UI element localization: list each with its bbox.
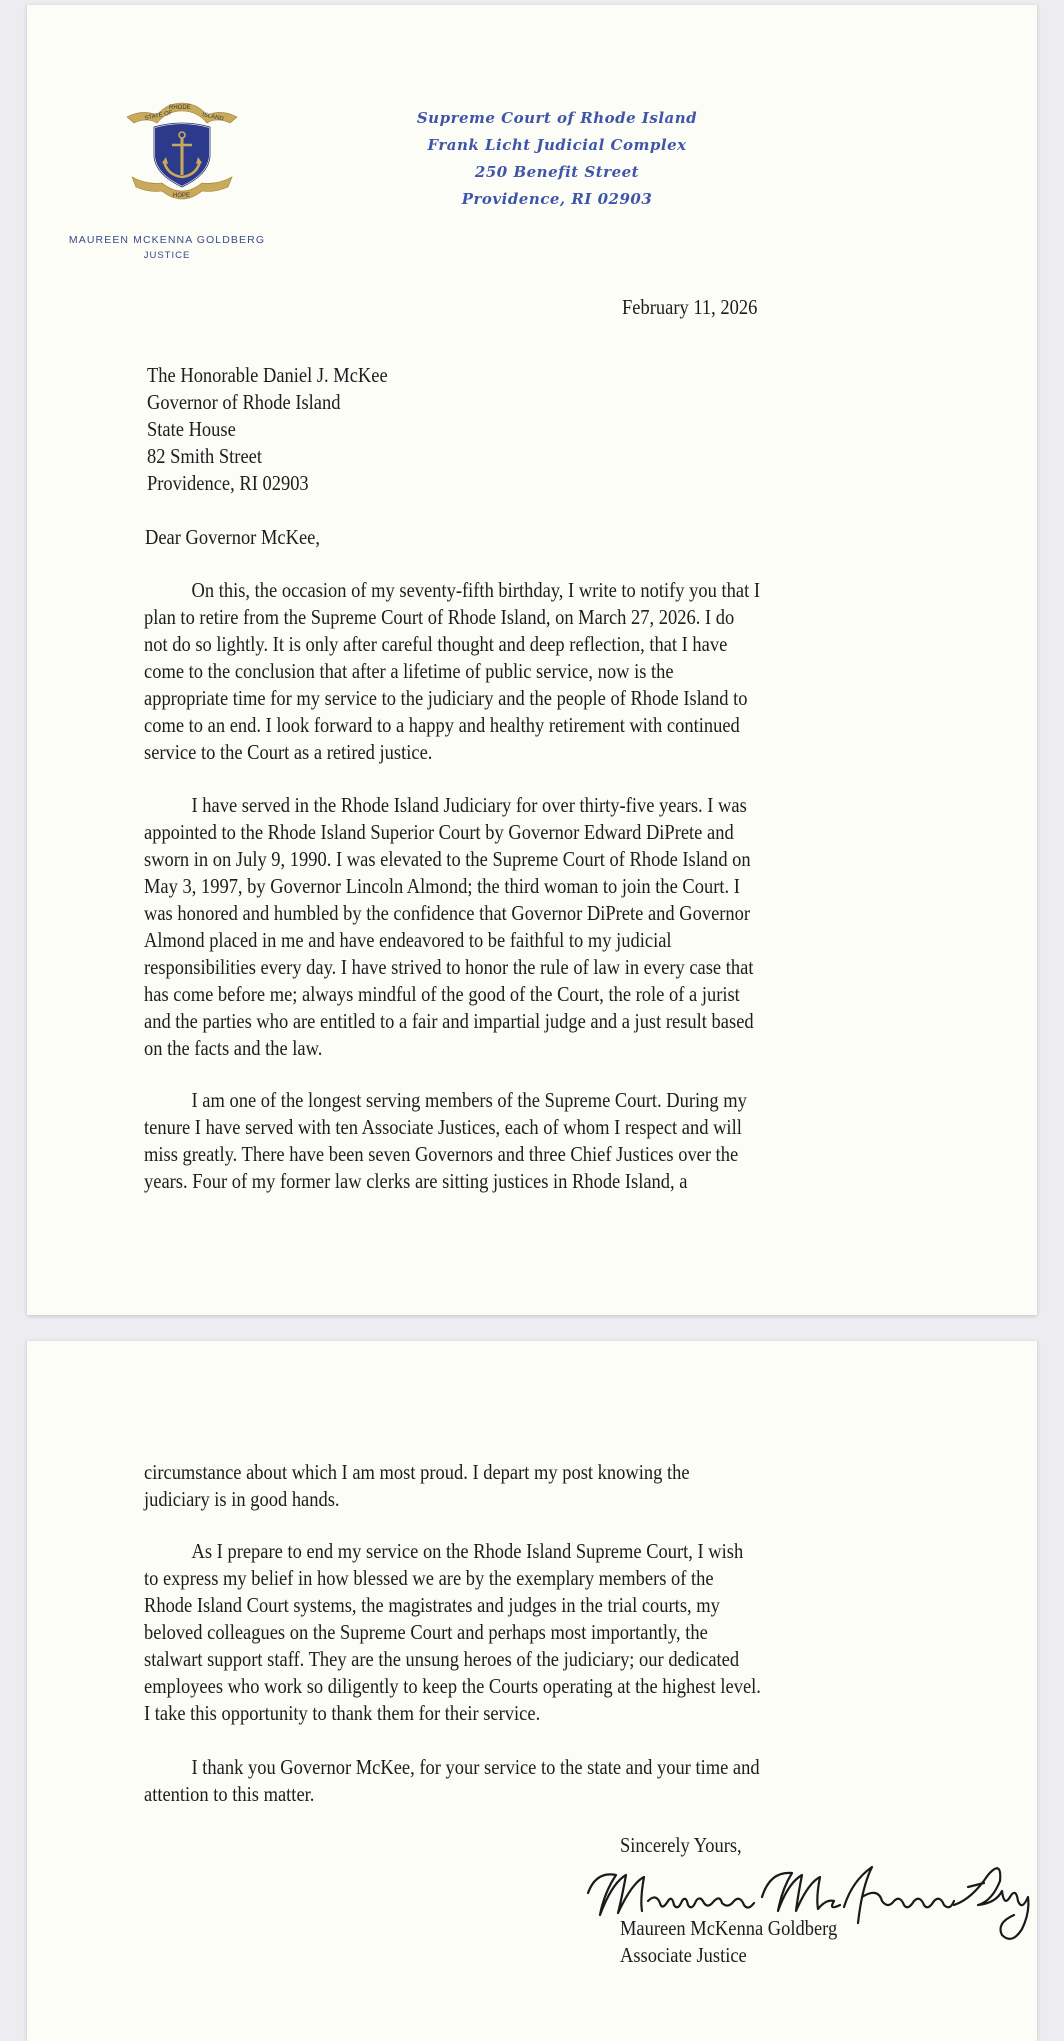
paragraph-line: appropriate time for my service to the judiciary and the people of Rhode Island to bbox=[144, 686, 748, 710]
recipient-line: The Honorable Daniel J. McKee bbox=[147, 363, 388, 387]
court-name: Supreme Court of Rhode Island bbox=[416, 109, 698, 127]
paragraph-line: employees who work so diligently to keep the Courts operating at the highest level. bbox=[144, 1674, 761, 1698]
justice-title: JUSTICE bbox=[143, 250, 191, 261]
paragraph-line: I thank you Governor McKee, for your service to the state and your time and bbox=[191, 1755, 760, 1779]
paragraph-line: beloved colleagues on the Supreme Court and perhaps most importantly, the bbox=[144, 1620, 708, 1644]
paragraph-line: tenure I have served with ten Associate Justices, each of whom I respect and will bbox=[144, 1115, 742, 1139]
body-paragraph bbox=[144, 1538, 844, 1727]
recipient-line: Providence, RI 02903 bbox=[147, 471, 309, 495]
seal-text-island: ISLAND bbox=[201, 112, 225, 123]
signer-name: Maureen McKenna Goldberg bbox=[620, 1916, 838, 1940]
paragraph-line: has come before me; always mindful of the good of the Court, the role of a jurist bbox=[144, 982, 740, 1006]
seal-text-state-of: STATE OF bbox=[144, 110, 174, 122]
paragraph-line: plan to retire from the Supreme Court of Rhode Island, on March 27, 2026. I do bbox=[144, 605, 735, 629]
recipient-address bbox=[147, 362, 388, 497]
paragraph-line: years. Four of my former law clerks are sitting justices in Rhode Island, a bbox=[144, 1169, 688, 1193]
paragraph-line: Almond placed in me and have endeavored to be faithful to my judicial bbox=[144, 928, 672, 952]
recipient-line: State House bbox=[147, 417, 236, 441]
paragraph-line: responsibilities every day. I have strived to honor the rule of law in every case that bbox=[144, 955, 754, 979]
paragraph-line: appointed to the Rhode Island Superior Court by Governor Edward DiPrete and bbox=[144, 820, 734, 844]
justice-name: MAUREEN MCKENNA GOLDBERG bbox=[68, 234, 266, 246]
paragraph-line: As I prepare to end my service on the Rhode Island Supreme Court, I wish bbox=[191, 1539, 744, 1563]
recipient-line: 82 Smith Street bbox=[147, 444, 262, 468]
signer-title: Associate Justice bbox=[620, 1943, 747, 1967]
paragraph-line: On this, the occasion of my seventy-fifth birthday, I write to notify you that I bbox=[191, 578, 760, 602]
paragraph-line: to express my belief in how blessed we are by the exemplary members of the bbox=[144, 1566, 714, 1590]
paragraph-line: come to the conclusion that after a lifetime of public service, now is the bbox=[144, 659, 674, 683]
paragraph-line: service to the Court as a retired justice. bbox=[144, 740, 433, 764]
paragraph-line: circumstance about which I am most proud. I depart my post knowing the bbox=[144, 1460, 690, 1484]
paragraph-line: I have served in the Rhode Island Judiciary for over thirty-five years. I was bbox=[191, 793, 747, 817]
recipient-line: Governor of Rhode Island bbox=[147, 390, 341, 414]
body-paragraph bbox=[144, 1459, 844, 1513]
letter-page-1 bbox=[27, 5, 1037, 1315]
paragraph-line: was honored and humbled by the confidence that Governor DiPrete and Governor bbox=[144, 901, 751, 925]
closing: Sincerely Yours, bbox=[620, 1833, 742, 1857]
letter-date: February 11, 2026 bbox=[622, 295, 758, 319]
paragraph-line: sworn in on July 9, 1990. I was elevated to the Supreme Court of Rhode Island on bbox=[144, 847, 751, 871]
paragraph-line: and the parties who are entitled to a fair and impartial judge and a just result based bbox=[144, 1009, 754, 1033]
court-complex: Frank Licht Judicial Complex bbox=[427, 136, 687, 154]
seal-text-hope: HOPE bbox=[173, 193, 191, 199]
paragraph-line: judiciary is in good hands. bbox=[144, 1487, 340, 1511]
body-paragraph bbox=[144, 1754, 844, 1808]
court-street: 250 Benefit Street bbox=[474, 163, 640, 181]
body-paragraph bbox=[144, 1087, 844, 1195]
paragraph-line: not do so lightly. It is only after careful thought and deep reflection, that I have bbox=[144, 632, 728, 656]
court-letterhead bbox=[357, 105, 757, 213]
body-paragraph bbox=[144, 792, 844, 1062]
paragraph-line: Rhode Island Court systems, the magistrates and judges in the trial courts, my bbox=[144, 1593, 720, 1617]
body-paragraph bbox=[144, 577, 844, 766]
paragraph-line: miss greatly. There have been seven Governors and three Chief Justices over the bbox=[144, 1142, 739, 1166]
rhode-island-seal-icon bbox=[122, 95, 242, 200]
paragraph-line: I take this opportunity to thank them for their service. bbox=[144, 1701, 541, 1725]
salutation: Dear Governor McKee, bbox=[145, 525, 320, 549]
paragraph-line: stalwart support staff. They are the unsung heroes of the judiciary; our dedicated bbox=[144, 1647, 740, 1671]
paragraph-line: attention to this matter. bbox=[144, 1782, 315, 1806]
court-city: Providence, RI 02903 bbox=[461, 190, 653, 208]
paragraph-line: on the facts and the law. bbox=[144, 1036, 323, 1060]
seal-text-rhode: RHODE bbox=[169, 105, 191, 111]
paragraph-line: May 3, 1997, by Governor Lincoln Almond; the third woman to join the Court. I bbox=[144, 874, 740, 898]
paragraph-line: I am one of the longest serving members of the Supreme Court. During my bbox=[191, 1088, 747, 1112]
paragraph-line: come to an end. I look forward to a happy and healthy retirement with continued bbox=[144, 713, 740, 737]
letter-page-2 bbox=[27, 1341, 1037, 2041]
